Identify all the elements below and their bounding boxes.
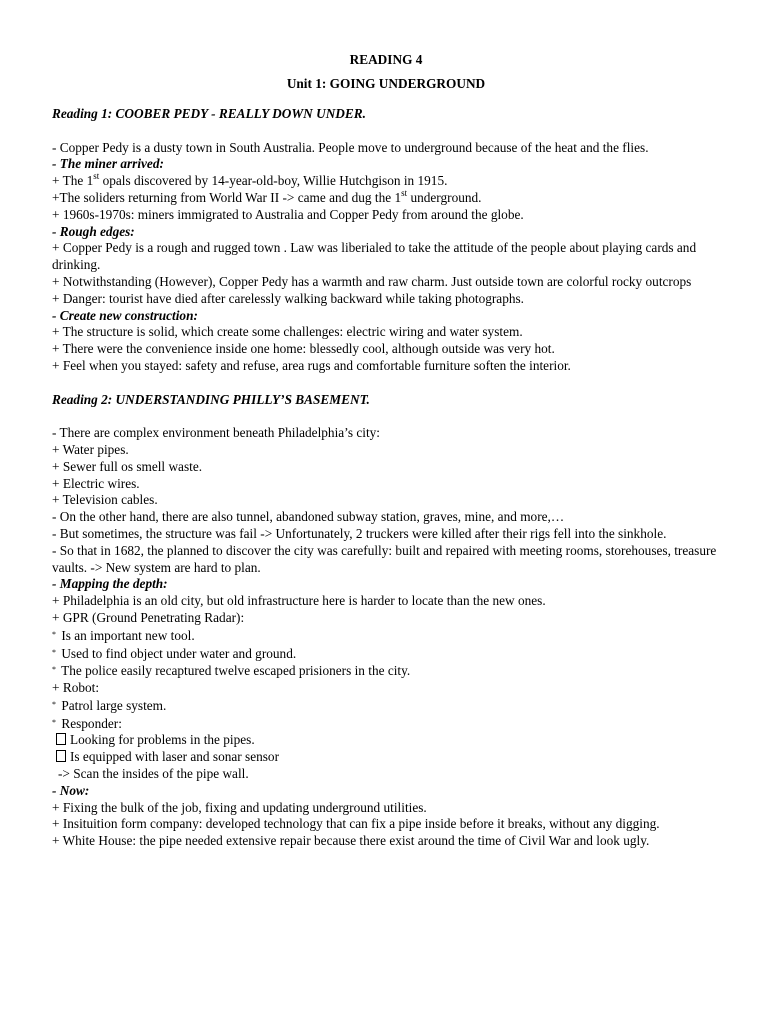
r2-line-2: + Water pipes. — [52, 441, 129, 457]
r2-robot-line: + Robot: — [52, 680, 100, 696]
reading2-heading: Reading 2: UNDERSTANDING PHILLY’S BASEMENT. — [52, 391, 370, 407]
r2-line-4: + Electric wires. — [52, 475, 140, 491]
r1-rough-line-2: + Notwithstanding (However), Copper Pedy has a warmth and raw charm. Just outside town are colorful rocky outcrops — [52, 273, 692, 289]
r2-line-7: - But sometimes, the structure was fail -> Unfortunately, 2 truckers were killed after their rigs fell into the sinkhole. — [52, 525, 667, 541]
r2-gpr-bullet-1: * Is an important new tool. — [52, 627, 195, 643]
r2-robot-bullet-1: * Patrol large system. — [52, 697, 167, 713]
r2-gpr-bullet-2: * Used to find object under water and ground. — [52, 645, 297, 661]
r1-create-line-1: + The structure is solid, which create some challenges: electric wiring and water system. — [52, 324, 523, 340]
bullet-icon: * — [52, 699, 56, 709]
r2-responder-item-3: -> Scan the insides of the pipe wall. — [58, 766, 249, 782]
r2-line-5: + Television cables. — [52, 492, 158, 508]
r2-gpr-bullet-3: * The police easily recaptured twelve escaped prisioners in the city. — [52, 663, 411, 679]
r1-miner-line-1: + The 1st opals discovered by 14-year-old-boy, Willie Hutchgison in 1915. — [52, 171, 448, 189]
r1-rough-line-3: + Danger: tourist have died after carelessly walking backward while taking photographs. — [52, 290, 525, 306]
bullet-icon: * — [52, 647, 56, 657]
r2-line-1: - There are complex environment beneath Philadelphia’s city: — [52, 425, 381, 441]
checkbox-glyph-icon — [56, 750, 66, 762]
unit-title: Unit 1: GOING UNDERGROUND — [286, 76, 486, 91]
r2-robot-bullet-2: * Responder: — [52, 715, 122, 731]
r2-responder-item-2: Is equipped with laser and sonar sensor — [52, 749, 720, 766]
r2-mapping-line-1: + Philadelphia is an old city, but old infrastructure here is harder to locate than the new ones. — [52, 593, 546, 609]
r2-line-6: - On the other hand, there are also tunnel, abandoned subway station, graves, mine, and more,… — [52, 509, 565, 525]
r1-miner-line-2: +The soliders returning from World War II -> came and dug the 1st underground. — [52, 187, 482, 205]
reading1-heading: Reading 1: COOBER PEDY - REALLY DOWN UNDER. — [52, 106, 366, 121]
r2-now-line-1: + Fixing the bulk of the job, fixing and updating underground utilities. — [52, 799, 427, 815]
r2-now-line-2: + Insituition form company: developed technology that can fix a pipe inside before it breaks, without any digging. — [52, 816, 660, 832]
r2-now-heading: - Now: — [52, 782, 90, 798]
bullet-icon: * — [52, 717, 56, 727]
document-page — [52, 48, 720, 850]
r2-mapping-heading: - Mapping the depth: — [52, 576, 168, 592]
r2-line-8: - So that in 1682, the planned to discover the city was carefully: built and repaired with meeting rooms, storehouses, treasure vaults. -> New system are hard to plan. — [52, 542, 717, 575]
r2-mapping-line-2: + GPR (Ground Penetrating Radar): — [52, 609, 245, 625]
bullet-icon: * — [52, 665, 56, 675]
bullet-icon: * — [52, 629, 56, 639]
r1-intro: - Copper Pedy is a dusty town in South Australia. People move to underground because of the heat and the flies. — [52, 139, 649, 155]
r2-now-line-3: + White House: the pipe needed extensive repair because there exist around the time of Civil War and look ugly. — [52, 833, 650, 849]
r1-miner-line-3: + 1960s-1970s: miners immigrated to Australia and Copper Pedy from around the globe. — [52, 206, 524, 222]
document-title: READING 4 — [349, 52, 423, 67]
r1-rough-line-1: + Copper Pedy is a rough and rugged town . Law was liberialed to take the attitude of the people about playing cards and drinking. — [52, 240, 697, 273]
r1-create-line-2: + There were the convenience inside one home: blessedly cool, although outside was very hot. — [52, 341, 555, 357]
r1-rough-heading: - Rough edges: — [52, 223, 135, 239]
r1-miner-heading: - The miner arrived: — [52, 156, 164, 172]
checkbox-glyph-icon — [56, 733, 66, 745]
r2-line-3: + Sewer full os smell waste. — [52, 458, 203, 474]
r1-create-line-3: + Feel when you stayed: safety and refuse, area rugs and comfortable furniture soften the interior. — [52, 357, 571, 373]
r2-responder-item-1: Looking for problems in the pipes. — [52, 732, 720, 749]
r1-create-heading: - Create new construction: — [52, 307, 198, 323]
